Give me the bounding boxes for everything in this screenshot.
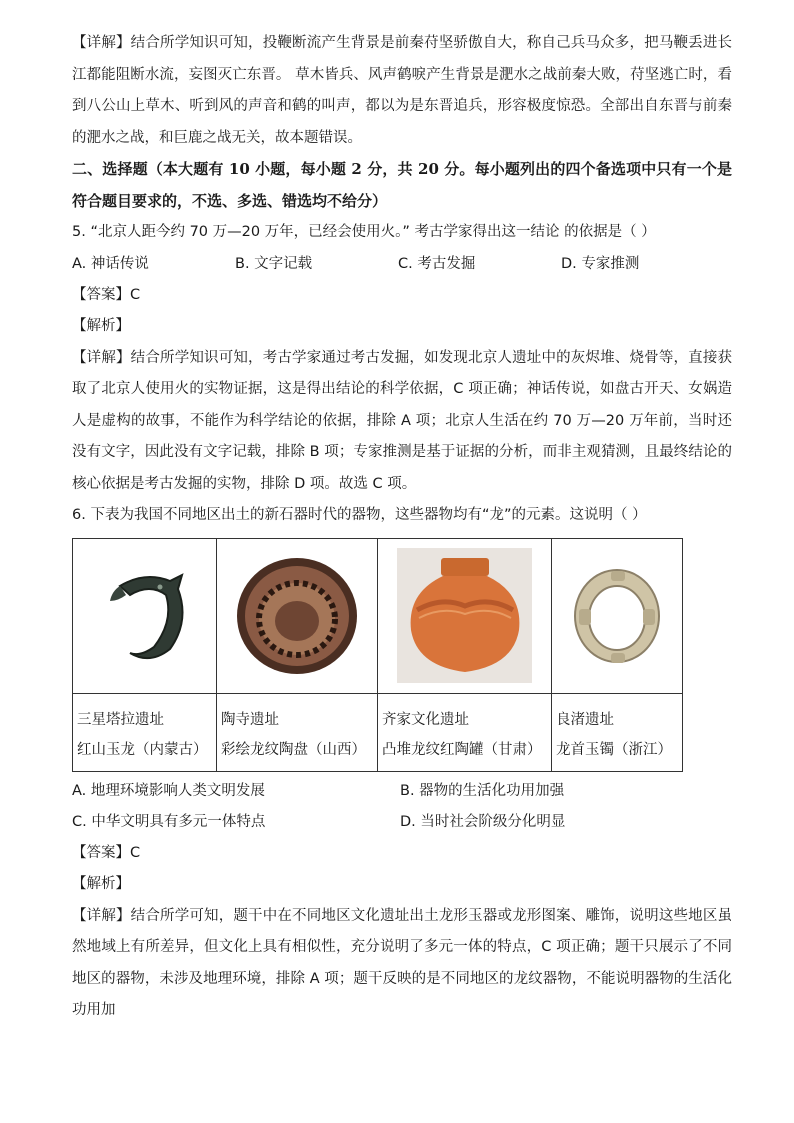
jade-dragon-icon <box>90 561 200 671</box>
relic-image-cell <box>217 538 378 693</box>
relic-caption <box>217 693 378 771</box>
relic-item: 彩绘龙纹陶盘（山西） <box>221 741 366 758</box>
q5-option-d[interactable]: D. 专家推测 <box>561 255 640 272</box>
relics-table <box>72 538 683 772</box>
q5-options <box>72 249 732 280</box>
red-pottery-jar-icon <box>397 548 532 683</box>
q6-stem: 6. 下表为我国不同地区出土的新石器时代的器物，这些器物均有“龙”的元素。这说明（ ） <box>72 507 647 523</box>
q5-stem: 5. “北京人距今约 70 万—20 万年，已经会使用火。” 考古学家得出这一结论 的依据是（ ） <box>72 224 656 240</box>
q6-option-d[interactable]: D. 当时社会阶级分化明显 <box>400 813 566 830</box>
relic-caption <box>378 693 552 771</box>
relic-item: 龙首玉镯（浙江） <box>556 741 672 758</box>
q5-analysis-label: 【解析】 <box>72 318 130 334</box>
section-title: 二、选择题（本大题有 10 小题，每小题 2 分，共 20 分。每小题列出的四个备选项中只有一个是符合题目要求的，不选、多选、错选均不给分） <box>72 160 732 210</box>
q6-answer: 【答案】C <box>72 844 141 861</box>
relic-image-cell <box>378 538 552 693</box>
q5-option-b[interactable]: B. 文字记载 <box>235 255 313 272</box>
q6-detail: 【详解】结合所学可知，题干中在不同地区文化遗址出土龙形玉器或龙形图案、雕饰，说明这些地区虽然地域上有所差异，但文化上具有相似性，充分说明了多元一体的特点，C 项正确；题干只展示了不同地区的器物，未涉及地理环境，排除 A 项；题干反映的是不同地区的龙纹器物，不能说明器物的生活化功用加 <box>72 907 732 1018</box>
relic-image-cell <box>73 538 217 693</box>
relic-site: 陶寺遗址 <box>221 711 279 728</box>
relic-site: 三星塔拉遗址 <box>77 711 164 728</box>
previous-explanation: 【详解】结合所学知识可知，投鞭断流产生背景是前秦苻坚骄傲自大，称自己兵马众多，把马鞭丢进长江都能阻断水流，妄图灭亡东晋。 草木皆兵、风声鹤唳产生背景是淝水之战前秦大败，苻坚逃亡时，看到八公山上草木、听到风的声音和鹤的叫声，都以为是东晋追兵，形容极度惊恐。全部出自东晋与前秦的淝水之战，和巨鹿之战无关，故本题错误。 <box>72 35 732 146</box>
jade-bracelet-icon <box>567 561 667 671</box>
relic-item: 红山玉龙（内蒙古） <box>77 741 208 758</box>
q5-answer: 【答案】C <box>72 286 141 303</box>
q5-option-c[interactable]: C. 考古发掘 <box>398 255 476 272</box>
painted-plate-icon <box>232 551 362 681</box>
relic-site: 齐家文化遗址 <box>382 711 469 728</box>
q6-option-a[interactable]: A. 地理环境影响人类文明发展 <box>72 782 265 799</box>
relic-caption <box>552 693 683 771</box>
relic-caption <box>73 693 217 771</box>
q6-option-c[interactable]: C. 中华文明具有多元一体特点 <box>72 813 266 830</box>
q6-option-b[interactable]: B. 器物的生活化功用加强 <box>400 782 565 799</box>
q6-analysis-label: 【解析】 <box>72 876 130 892</box>
q5-option-a[interactable]: A. 神话传说 <box>72 255 149 272</box>
relic-item: 凸堆龙纹红陶罐（甘肃） <box>382 741 542 758</box>
q5-detail: 【详解】结合所学知识可知，考古学家通过考古发掘，如发现北京人遗址中的灰烬堆、烧骨等，直接获取了北京人使用火的实物证据，这是得出结论的科学依据，C 项正确；神话传说，如盘古开天、女娲造人是虚构的故事，不能作为科学结论的依据，排除 A 项；北京人生活在约 70 万—20 万年前，当时还没有文字，因此没有文字记载，排除 B 项；专家推测是基于证据的分析，而非主观猜测，且最终结论的核心依据是考古发掘的实物，排除 D 项。故选 C 项。 <box>72 349 732 492</box>
q6-options-row2 <box>72 807 732 838</box>
relic-image-cell <box>552 538 683 693</box>
relic-site: 良渚遗址 <box>556 711 614 728</box>
q6-options-row1 <box>72 776 732 807</box>
document-page <box>72 28 732 1027</box>
